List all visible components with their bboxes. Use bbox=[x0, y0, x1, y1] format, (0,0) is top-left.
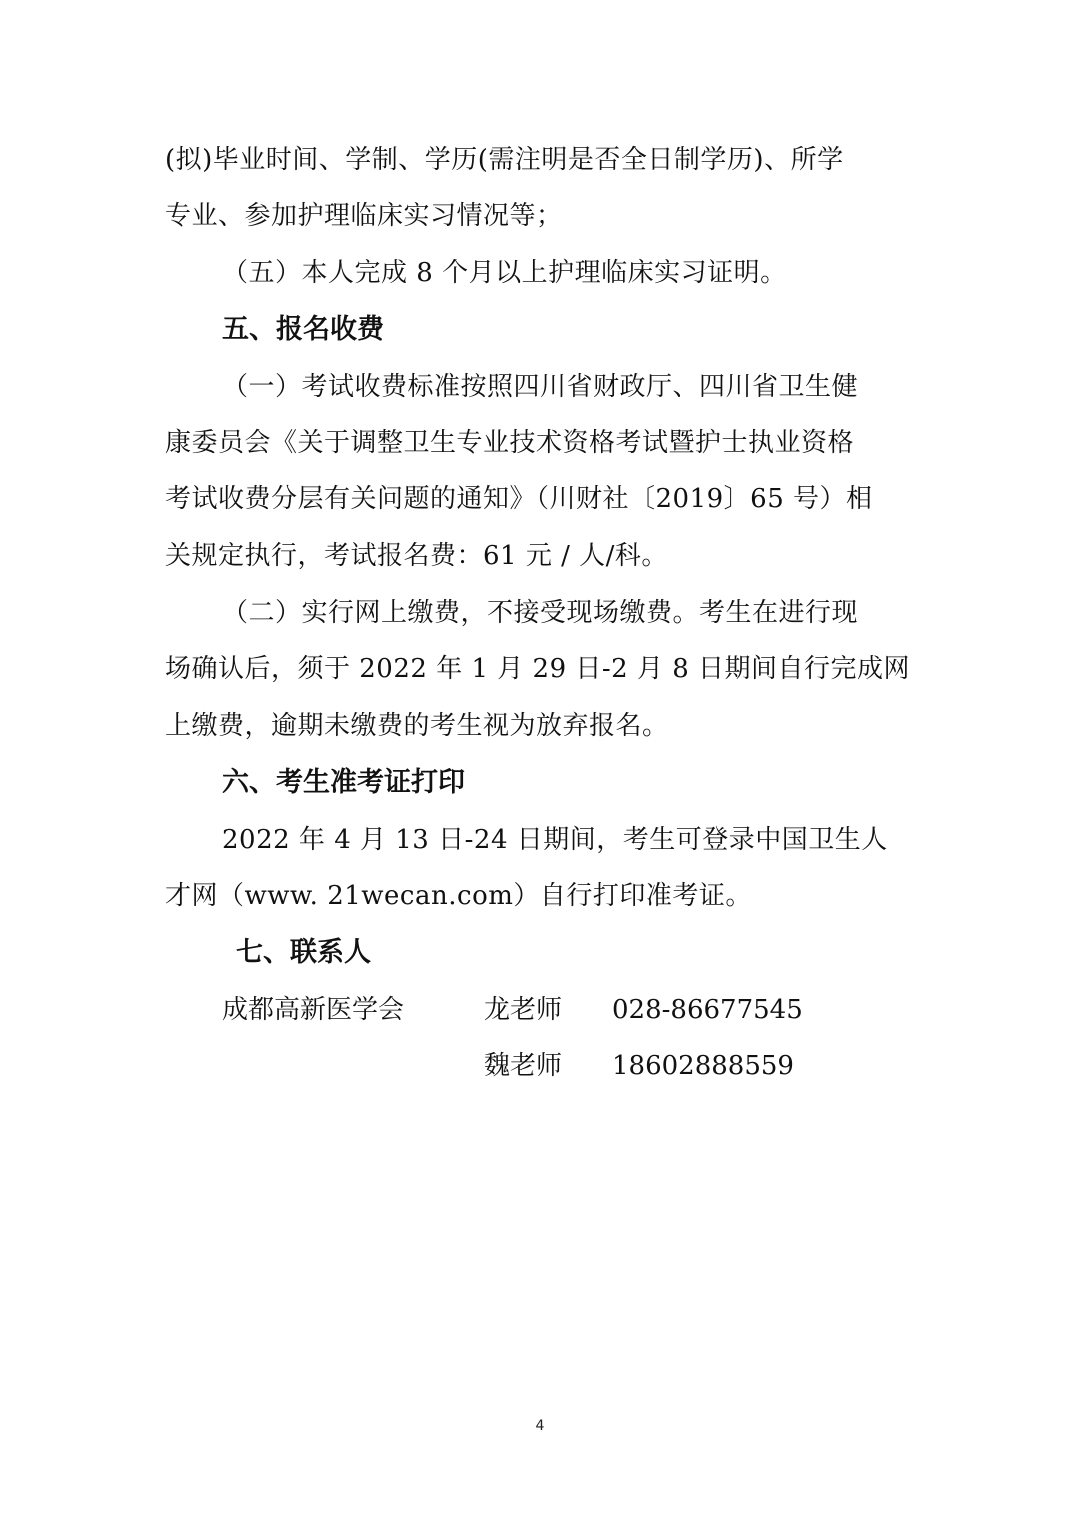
page-number: 4 bbox=[535, 1418, 545, 1434]
paragraph-line: （二）实行网上缴费，不接受现场缴费。考生在进行现 bbox=[222, 598, 859, 628]
paragraph-line: (拟)毕业时间、学制、学历(需注明是否全日制学历)、所学 bbox=[165, 145, 844, 175]
contact-name: 龙老师 bbox=[484, 995, 563, 1025]
contact-name: 魏老师 bbox=[484, 1051, 563, 1081]
contact-phone: 028-86677545 bbox=[612, 995, 803, 1025]
paragraph-line: （一）考试收费标准按照四川省财政厅、四川省卫生健 bbox=[222, 372, 859, 402]
paragraph-line: 2022 年 4 月 13 日-24 日期间，考生可登录中国卫生人 bbox=[222, 825, 888, 855]
paragraph-line: 专业、参加护理临床实习情况等； bbox=[165, 201, 563, 231]
paragraph-line: 上缴费，逾期未缴费的考生视为放弃报名。 bbox=[165, 711, 669, 741]
section-heading-contacts: 七、联系人 bbox=[236, 937, 371, 968]
section-heading-fee: 五、报名收费 bbox=[222, 314, 384, 345]
paragraph-line: （五）本人完成 8 个月以上护理临床实习证明。 bbox=[222, 258, 787, 288]
section-heading-admission-ticket: 六、考生准考证打印 bbox=[222, 767, 465, 798]
paragraph-line: 才网（www. 21wecan.com）自行打印准考证。 bbox=[165, 881, 752, 911]
paragraph-line: 康委员会《关于调整卫生专业技术资格考试暨护士执业资格 bbox=[165, 428, 855, 458]
contact-phone: 18602888559 bbox=[612, 1051, 794, 1081]
paragraph-line: 关规定执行，考试报名费：61 元 / 人/科。 bbox=[165, 541, 668, 571]
contact-organization: 成都高新医学会 bbox=[222, 995, 405, 1025]
paragraph-line: 场确认后，须于 2022 年 1 月 29 日-2 月 8 日期间自行完成网 bbox=[165, 654, 911, 684]
paragraph-line: 考试收费分层有关问题的通知》（川财社〔2019〕65 号）相 bbox=[165, 484, 873, 514]
